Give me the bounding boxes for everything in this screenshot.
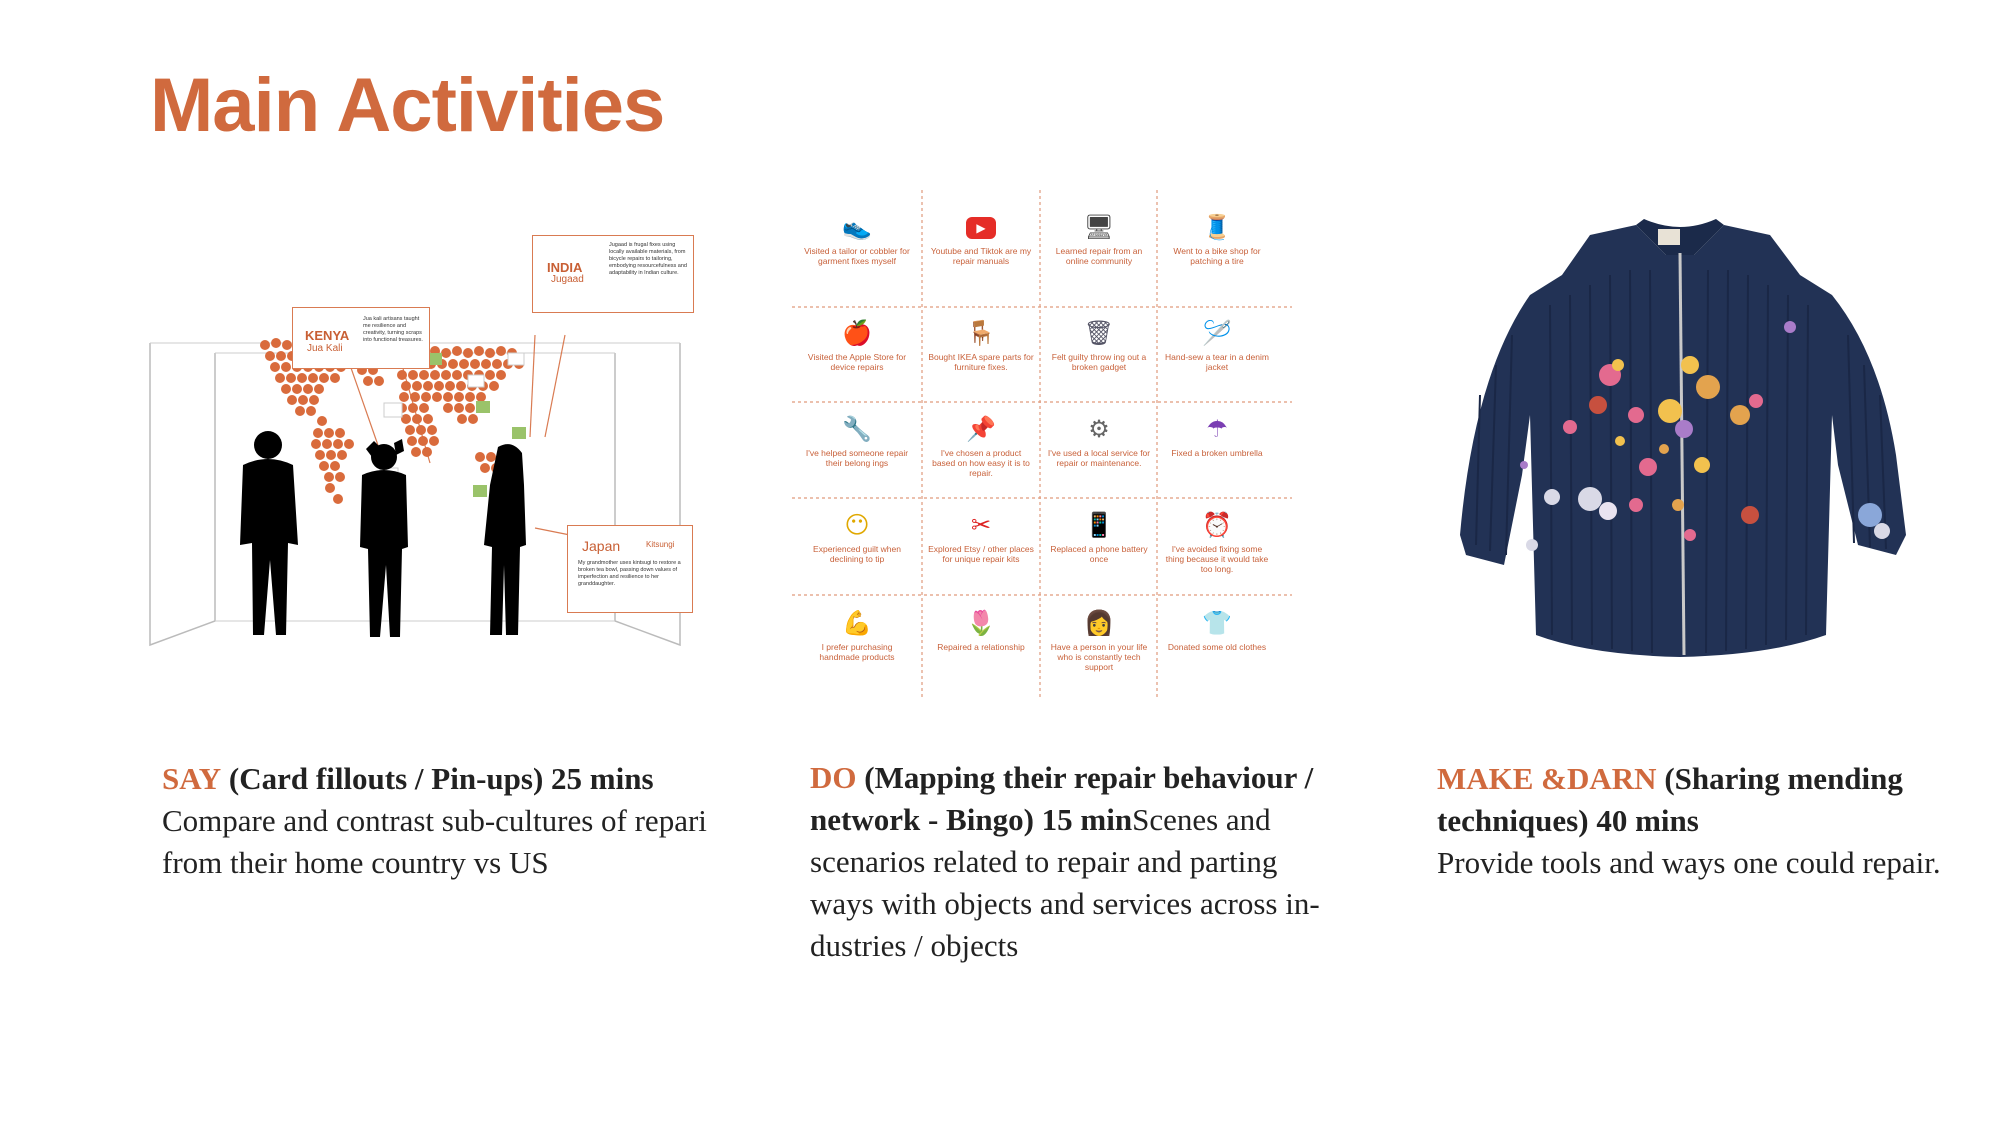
do-caption bbox=[810, 757, 1330, 967]
say-caption bbox=[162, 758, 722, 884]
bingo-cell-label: I've avoided fixing some thing because it would take too long. bbox=[1165, 544, 1269, 574]
callout-kenya-country: KENYA bbox=[305, 328, 350, 343]
apple-icon: 🍎 bbox=[842, 319, 872, 347]
bingo-cell-label: Experienced guilt when declining to tip bbox=[813, 544, 901, 564]
bingo-cell-label: Explored Etsy / other places for unique repair kits bbox=[928, 544, 1034, 564]
bingo-cell[interactable] bbox=[922, 502, 1040, 594]
do-heading: (Mapping their repair behaviour / network - Bingo) 15 min bbox=[810, 760, 1314, 837]
bingo-cell[interactable] bbox=[1040, 502, 1158, 594]
woman-icon: 👩 bbox=[1084, 609, 1114, 637]
bingo-cell-label: Replaced a phone battery once bbox=[1050, 544, 1148, 564]
callout-japan-country: Japan bbox=[582, 538, 621, 554]
do-keyword: DO bbox=[810, 760, 857, 795]
monitor-icon: 🖥 bbox=[1083, 213, 1115, 241]
bingo-cell[interactable] bbox=[922, 310, 1040, 402]
bingo-cell-label: Have a person in your life who is constantly tech support bbox=[1050, 642, 1148, 672]
bingo-cell-label: Learned repair from an online community bbox=[1055, 246, 1143, 266]
bingo-cell-label: I prefer purchasing handmade products bbox=[819, 642, 895, 662]
say-illustration bbox=[140, 225, 700, 665]
bingo-cell[interactable] bbox=[922, 406, 1040, 498]
bingo-cell[interactable] bbox=[798, 600, 916, 692]
pushpin-icon: 📌 bbox=[966, 415, 996, 443]
callout-india-text: Jugaad is frugal fixes using locally available materials, from bicycle repairs to tailoring, embodying resourcefulness and adaptability in Indian culture. bbox=[609, 242, 687, 276]
bingo-cell[interactable] bbox=[1158, 310, 1276, 402]
page-title: Main Activities bbox=[150, 63, 665, 148]
bingo-cell-label: Went to a bike shop for patching a tire bbox=[1173, 246, 1261, 266]
chair-icon: 🪑 bbox=[966, 319, 996, 347]
alarm-clock-icon: ⏰ bbox=[1202, 511, 1232, 539]
callout-japan-sub: Kitsungi bbox=[646, 540, 675, 549]
make-body: Provide tools and ways one could repair. bbox=[1437, 845, 1941, 880]
bingo-cell[interactable] bbox=[1158, 406, 1276, 498]
say-keyword: SAY bbox=[162, 761, 222, 796]
scissors-icon: ✂ bbox=[970, 511, 992, 539]
bingo-cell[interactable] bbox=[798, 502, 916, 594]
tulip-icon: 🌷 bbox=[966, 609, 996, 637]
make-caption bbox=[1437, 758, 1957, 884]
shirt-icon: 👕 bbox=[1202, 609, 1232, 637]
say-heading: (Card fillouts / Pin-ups) 25 mins bbox=[228, 761, 654, 796]
say-body: Compare and contrast sub-cultures of repari from their home country vs US bbox=[162, 803, 707, 880]
bingo-cell[interactable] bbox=[1040, 204, 1158, 296]
bingo-cell[interactable] bbox=[1040, 600, 1158, 692]
bingo-cell[interactable] bbox=[922, 600, 1040, 692]
bingo-cell[interactable] bbox=[798, 406, 916, 498]
phone-icon: 📱 bbox=[1084, 511, 1114, 539]
umbrella-icon: ☂ bbox=[1206, 415, 1228, 443]
darned-jacket-image bbox=[1440, 215, 1920, 675]
bingo-cell-label: Visited the Apple Store for device repairs bbox=[807, 352, 907, 372]
needle-icon: 🪡 bbox=[1202, 319, 1232, 347]
jacket-illustration bbox=[1440, 215, 1920, 675]
bingo-cell-label: Hand-sew a tear in a denim jacket bbox=[1165, 352, 1269, 372]
sneaker-icon: 👟 bbox=[842, 213, 872, 241]
bingo-cell[interactable] bbox=[798, 310, 916, 402]
thread-spool-icon: 🧵 bbox=[1202, 213, 1232, 241]
callout-india-sub: Jugaad bbox=[551, 274, 584, 285]
bingo-cell-label: Felt guilty throw ing out a broken gadget bbox=[1051, 352, 1147, 372]
bingo-cell[interactable] bbox=[1158, 600, 1276, 692]
repair-bingo-card bbox=[792, 190, 1292, 700]
callout-india bbox=[532, 235, 694, 313]
bingo-cell-label: I've used a local service for repair or maintenance. bbox=[1047, 448, 1151, 468]
bingo-cell[interactable] bbox=[1158, 502, 1276, 594]
visitor-silhouettes bbox=[240, 431, 526, 637]
callout-japan-text: My grandmother uses kintsugi to restore a broken tea bowl, passing down values of imperfection and resilience to her granddaughter. bbox=[578, 560, 681, 587]
callout-japan bbox=[567, 525, 693, 613]
bingo-cell-label: Donated some old clothes bbox=[1167, 642, 1267, 652]
bingo-cell[interactable] bbox=[922, 204, 1040, 296]
bingo-cell-label: Repaired a relationship bbox=[937, 642, 1025, 652]
youtube-icon: ▶ bbox=[922, 210, 1040, 246]
callout-india-country: INDIA bbox=[547, 260, 583, 275]
callout-kenya-sub: Jua Kali bbox=[307, 343, 343, 354]
do-body: Scenes and scenarios related to repair and parting ways with objects and services across in- dustries / objects bbox=[810, 802, 1320, 963]
bingo-cell-label: Youtube and Tiktok are my repair manuals bbox=[930, 246, 1032, 266]
bingo-cell[interactable] bbox=[1040, 406, 1158, 498]
bingo-cell-label: I've helped someone repair their belong ings bbox=[805, 448, 909, 468]
callout-kenya bbox=[292, 307, 430, 369]
callout-kenya-text: Jua kali artisans taught me resilience and creativity, turning scraps into functional treasures. bbox=[363, 316, 423, 343]
face-icon: 😶 bbox=[844, 511, 870, 539]
bingo-cell-label: Visited a tailor or cobbler for garment fixes myself bbox=[804, 246, 910, 266]
bingo-cell[interactable] bbox=[1158, 204, 1276, 296]
gear-icon: ⚙ bbox=[1088, 415, 1110, 443]
make-keyword: MAKE &DARN bbox=[1437, 761, 1657, 796]
flexed-arm-icon: 💪 bbox=[842, 609, 872, 637]
bingo-cell-label: I've chosen a product based on how easy it is to repair. bbox=[932, 448, 1030, 478]
bingo-cell-label: Bought IKEA spare parts for furniture fixes. bbox=[928, 352, 1034, 372]
bingo-cell[interactable] bbox=[798, 204, 916, 296]
wrench-icon: 🔧 bbox=[842, 415, 872, 443]
bingo-cell-label: Fixed a broken umbrella bbox=[1171, 448, 1263, 458]
bingo-cell[interactable] bbox=[1040, 310, 1158, 402]
trash-can-icon: 🗑 bbox=[1083, 319, 1115, 347]
make-heading: (Sharing mending techniques) 40 mins bbox=[1437, 761, 1903, 838]
